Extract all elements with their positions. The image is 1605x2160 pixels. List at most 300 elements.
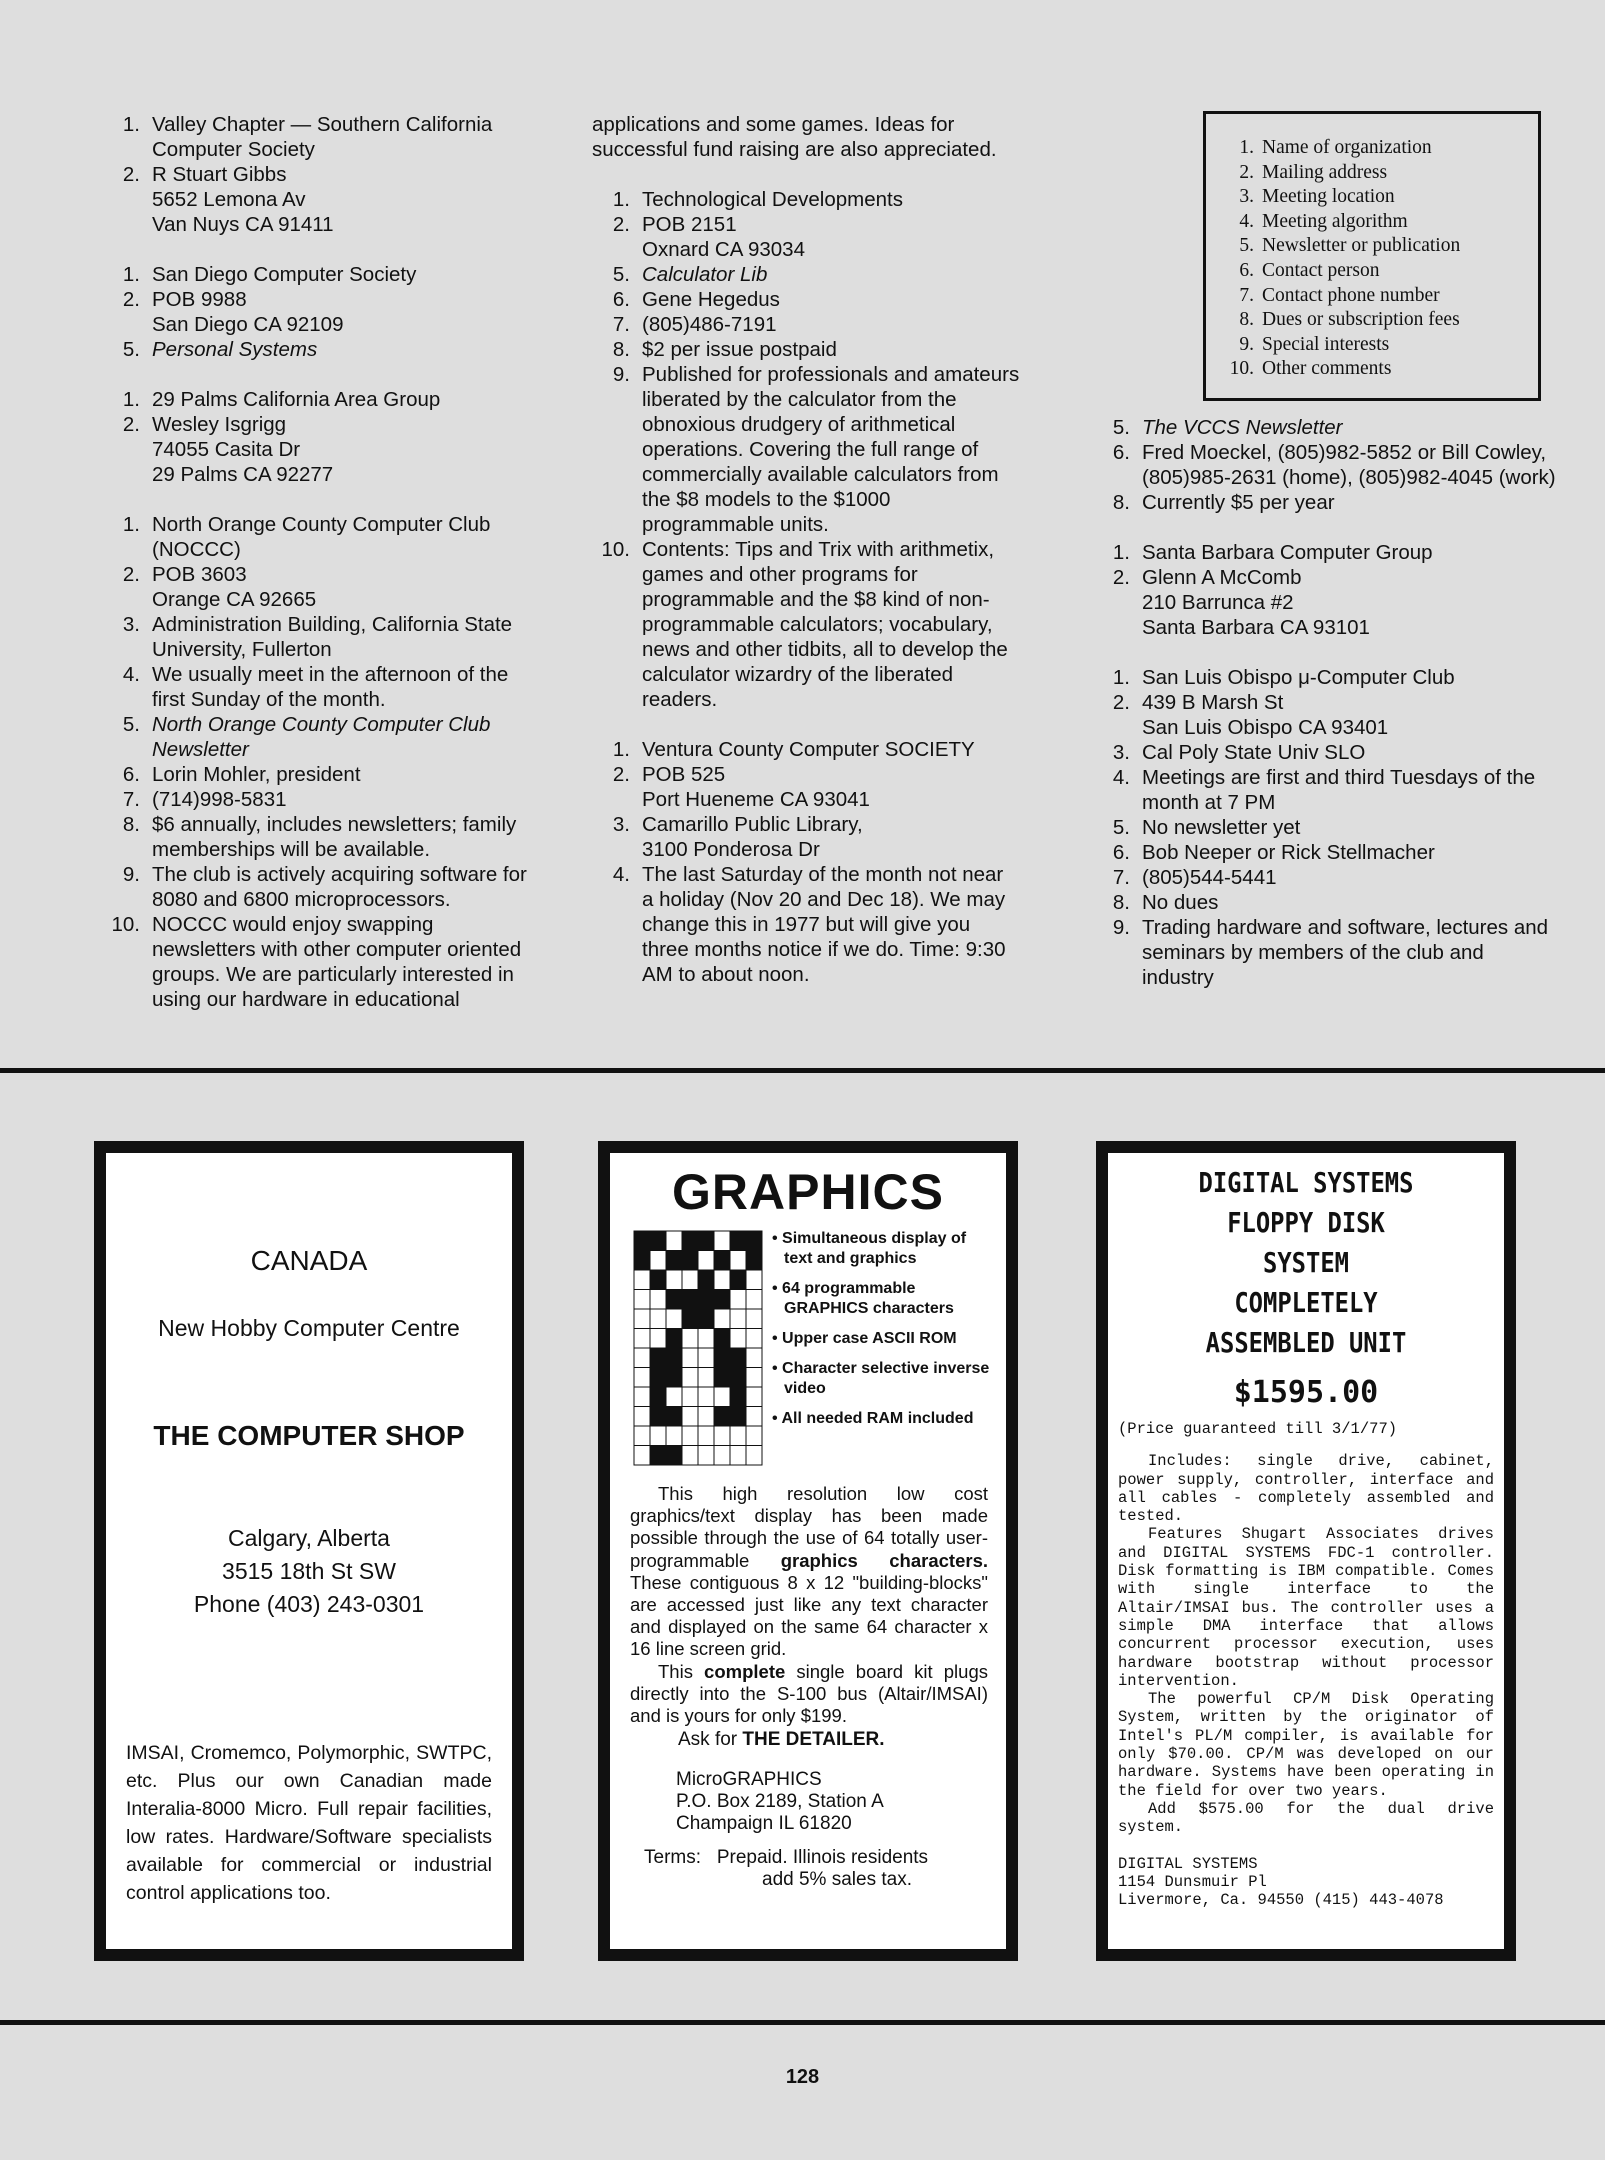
grid-cell bbox=[682, 1426, 698, 1446]
grid-cell bbox=[634, 1251, 650, 1271]
listing-item bbox=[580, 112, 1020, 162]
column-3 bbox=[1080, 415, 1560, 1015]
grid-cell bbox=[698, 1387, 714, 1407]
grid-cell bbox=[634, 1329, 650, 1349]
grid-cell bbox=[746, 1446, 762, 1466]
item-number: 2. bbox=[612, 763, 630, 786]
listing-item bbox=[1080, 690, 1560, 740]
grid-cell bbox=[650, 1426, 666, 1446]
grid-cell bbox=[714, 1231, 730, 1251]
grid-cell bbox=[730, 1426, 746, 1446]
item-number: 1. bbox=[612, 188, 630, 211]
item-number: 7. bbox=[612, 313, 630, 336]
item-number: 2. bbox=[122, 163, 140, 186]
item-number: 4. bbox=[1112, 766, 1130, 789]
listing-entry bbox=[1080, 415, 1560, 515]
legend-text: Meeting location bbox=[1262, 186, 1395, 208]
grid-cell bbox=[634, 1290, 650, 1310]
listing-item bbox=[1080, 415, 1560, 440]
item-text: $2 per issue postpaid bbox=[642, 338, 837, 361]
item-text: Meetings are first and third Tuesdays of the month at 7 PM bbox=[1142, 766, 1536, 814]
item-text: The club is actively acquiring software for 8080 and 6800 microprocessors. bbox=[152, 863, 527, 911]
listing-item bbox=[1080, 840, 1560, 865]
grid-cell bbox=[698, 1446, 714, 1466]
grid-cell bbox=[746, 1251, 762, 1271]
bullet-text: All needed RAM included bbox=[781, 1410, 974, 1427]
item-number: 4. bbox=[122, 663, 140, 686]
item-number: 1. bbox=[1112, 666, 1130, 689]
grid-cell bbox=[666, 1270, 682, 1290]
legend-item bbox=[1206, 357, 1538, 382]
item-text: Calculator Lib bbox=[642, 263, 768, 286]
listing-item bbox=[1080, 490, 1560, 515]
legend-item bbox=[1206, 234, 1538, 259]
grid-cell bbox=[634, 1446, 650, 1466]
grid-cell bbox=[650, 1290, 666, 1310]
listing-item bbox=[1080, 540, 1560, 565]
item-text: The VCCS Newsletter bbox=[1142, 416, 1343, 439]
legend-item bbox=[1206, 333, 1538, 358]
item-text: 439 B Marsh St San Luis Obispo CA 93401 bbox=[1142, 691, 1389, 739]
address-3: Livermore, Ca. 94550 (415) 443-4078 bbox=[1118, 1891, 1444, 1910]
listing-item bbox=[90, 762, 530, 787]
item-text: Valley Chapter — Southern California Computer Society bbox=[152, 113, 493, 161]
item-text: San Luis Obispo μ-Computer Club bbox=[1142, 666, 1455, 689]
legend-text: Name of organization bbox=[1262, 137, 1432, 158]
item-text: Bob Neeper or Rick Stellmacher bbox=[1142, 841, 1435, 864]
grid-cell bbox=[650, 1231, 666, 1251]
item-text: Camarillo Public Library, 3100 Ponderosa Dr bbox=[642, 813, 863, 861]
grid-cell bbox=[714, 1446, 730, 1466]
grid-cell bbox=[730, 1309, 746, 1329]
grid-cell bbox=[634, 1231, 650, 1251]
grid-cell bbox=[650, 1270, 666, 1290]
listing-entry bbox=[580, 187, 1020, 712]
grid-cell bbox=[650, 1251, 666, 1271]
listing-item bbox=[90, 337, 530, 362]
bullet-text: Simultaneous display of text and graphics bbox=[782, 1230, 967, 1267]
item-number: 9. bbox=[122, 863, 140, 886]
legend-item bbox=[1206, 210, 1538, 235]
grid-cell bbox=[698, 1231, 714, 1251]
listing-item bbox=[90, 412, 530, 487]
grid-cell bbox=[730, 1270, 746, 1290]
terms-line-1: Terms: Prepaid. Illinois residents bbox=[644, 1847, 929, 1869]
grid-cell bbox=[682, 1309, 698, 1329]
listing-item bbox=[90, 787, 530, 812]
p1-bold: graphics characters. bbox=[780, 1549, 988, 1571]
item-number: 8. bbox=[612, 338, 630, 361]
legend-number: 10. bbox=[1229, 358, 1254, 380]
grid-cell bbox=[682, 1348, 698, 1368]
item-text: Lorin Mohler, president bbox=[152, 763, 361, 786]
listing-item bbox=[90, 862, 530, 912]
page-number: 128 bbox=[785, 2066, 820, 2088]
listing-item bbox=[1080, 440, 1560, 490]
listing-item bbox=[90, 662, 530, 712]
grid-cell bbox=[714, 1426, 730, 1446]
grid-cell bbox=[666, 1231, 682, 1251]
ad-graphics bbox=[598, 1141, 1018, 1961]
listing-item bbox=[90, 912, 530, 1012]
item-text: No newsletter yet bbox=[1142, 816, 1301, 839]
legend-number: 2. bbox=[1239, 161, 1254, 183]
grid-cell bbox=[650, 1368, 666, 1388]
ad-digital-systems bbox=[1096, 1141, 1516, 1961]
address-2: 1154 Dunsmuir Pl bbox=[1118, 1872, 1267, 1891]
address-1: DIGITAL SYSTEMS bbox=[1118, 1854, 1258, 1873]
character-grid-graphic bbox=[632, 1229, 764, 1469]
ad-computer-shop bbox=[94, 1141, 524, 1961]
item-text: Fred Moeckel, (805)982-5852 or Bill Cowley, (805)985-2631 (home), (805)982-4045 (work) bbox=[1142, 441, 1556, 489]
legend-text: Contact person bbox=[1262, 259, 1380, 281]
listing-item bbox=[580, 312, 1020, 337]
divider-bottom bbox=[0, 2020, 1605, 2025]
grid-cell bbox=[698, 1270, 714, 1290]
legend-text: Special interests bbox=[1262, 333, 1390, 355]
item-text: R Stuart Gibbs 5652 Lemona Av Van Nuys CA 91411 bbox=[152, 163, 334, 236]
listing-item bbox=[1080, 915, 1560, 990]
listing-item bbox=[1080, 765, 1560, 815]
grid-cell bbox=[682, 1251, 698, 1271]
grid-cell bbox=[714, 1387, 730, 1407]
item-number: 5. bbox=[612, 263, 630, 286]
item-number: 10. bbox=[601, 538, 630, 561]
listing-entry bbox=[1080, 540, 1560, 640]
item-number: 9. bbox=[612, 363, 630, 386]
grid-cell bbox=[650, 1348, 666, 1368]
item-number: 5. bbox=[1112, 416, 1130, 439]
column-2 bbox=[580, 112, 1020, 1012]
grid-cell bbox=[650, 1387, 666, 1407]
ad-paragraph-1 bbox=[630, 1483, 988, 1661]
listing-item bbox=[580, 812, 1020, 862]
grid-cell bbox=[698, 1368, 714, 1388]
legend-number: 6. bbox=[1239, 259, 1254, 281]
item-number: 7. bbox=[122, 788, 140, 811]
ask-text: Ask for bbox=[678, 1729, 743, 1751]
listing-entry bbox=[90, 512, 530, 1012]
divider-top bbox=[0, 1068, 1605, 1073]
p2-rest: single board kit plugs directly into the S-100 bus (Altair/IMSAI) and is yours for only $199. bbox=[630, 1660, 988, 1727]
legend-number: 1. bbox=[1239, 137, 1254, 158]
ad-body: IMSAI, Cromemco, Polymorphic, SWTPC, etc. Plus our own Canadian made Interalia-8000 Micro. Full repair facilities, low rates. Hardware/Software specialists available for commercial or industrial control applications too. bbox=[126, 1742, 492, 1904]
item-text: Contents: Tips and Trix with arithmetix, games and other programs for programmable and the $8 kind of non-programmable calculators; vocabulary, news and other tidbits, all to develop the calculator wizardry of the liberated readers. bbox=[642, 538, 1008, 711]
grid-cell bbox=[650, 1446, 666, 1466]
listing-item bbox=[90, 562, 530, 612]
item-number: 10. bbox=[111, 913, 140, 936]
legend-text: Mailing address bbox=[1262, 161, 1388, 183]
grid-cell bbox=[666, 1426, 682, 1446]
title-line-1: DIGITAL SYSTEMS bbox=[1198, 1166, 1414, 1199]
grid-cell bbox=[698, 1309, 714, 1329]
listing-item bbox=[90, 162, 530, 237]
feature-bullet bbox=[772, 1329, 992, 1349]
item-text: Glenn A McComb 210 Barrunca #2 Santa Barbara CA 93101 bbox=[1142, 566, 1370, 639]
item-text: $6 annually, includes newsletters; family memberships will be available. bbox=[152, 813, 517, 861]
grid-cell bbox=[666, 1387, 682, 1407]
terms-line-2: add 5% sales tax. bbox=[762, 1869, 912, 1891]
item-number: 7. bbox=[1112, 866, 1130, 889]
grid-cell bbox=[650, 1407, 666, 1427]
legend-item bbox=[1206, 161, 1538, 186]
grid-cell bbox=[714, 1290, 730, 1310]
item-number: 2. bbox=[1112, 566, 1130, 589]
grid-cell bbox=[682, 1387, 698, 1407]
grid-cell bbox=[730, 1387, 746, 1407]
legend-text: Newsletter or publication bbox=[1262, 235, 1461, 257]
legend-item bbox=[1206, 308, 1538, 333]
legend-box bbox=[1203, 111, 1541, 401]
item-number: 5. bbox=[1112, 816, 1130, 839]
grid-cell bbox=[714, 1368, 730, 1388]
listing-item bbox=[580, 287, 1020, 312]
grid-cell bbox=[682, 1407, 698, 1427]
item-number: 6. bbox=[1112, 841, 1130, 864]
listing-item bbox=[1080, 890, 1560, 915]
desc-p1: Includes: single drive, cabinet, power supply, controller, interface and all cables - completely assembled and tested. bbox=[1118, 1452, 1494, 1526]
item-text: North Orange County Computer Club (NOCCC) bbox=[152, 513, 491, 561]
item-text: NOCCC would enjoy swapping newsletters with other computer oriented groups. We are particularly interested in using our hardware in educational bbox=[152, 913, 522, 1011]
grid-cell bbox=[634, 1348, 650, 1368]
grid-cell bbox=[746, 1270, 762, 1290]
grid-cell bbox=[730, 1251, 746, 1271]
p2-text: This bbox=[658, 1660, 705, 1682]
legend-text: Contact phone number bbox=[1262, 284, 1440, 306]
feature-bullet bbox=[772, 1229, 992, 1269]
listing-item bbox=[580, 737, 1020, 762]
grid-cell bbox=[698, 1251, 714, 1271]
listing-entry bbox=[580, 737, 1020, 987]
company-name: MicroGRAPHICS bbox=[676, 1769, 822, 1791]
item-text: Gene Hegedus bbox=[642, 288, 780, 311]
company-pobox: P.O. Box 2189, Station A bbox=[676, 1791, 884, 1813]
legend-number: 7. bbox=[1239, 284, 1254, 306]
grid-cell bbox=[634, 1270, 650, 1290]
item-text: Cal Poly State Univ SLO bbox=[1142, 741, 1366, 764]
grid-cell bbox=[746, 1290, 762, 1310]
bullet-text: Upper case ASCII ROM bbox=[782, 1330, 957, 1347]
shop-address: 3515 18th St SW bbox=[222, 1558, 396, 1584]
grid-cell bbox=[698, 1348, 714, 1368]
grid-cell bbox=[698, 1426, 714, 1446]
item-number: 1. bbox=[122, 263, 140, 286]
desc-p2: Features Shugart Associates drives and DIGITAL SYSTEMS FDC-1 controller. Disk formatting is IBM compatible. Comes with single interface to the Altair/IMSAI bus. The controller uses a simple DMA interface that allows concurrent processor execution, uses hardware bootstrap without processor intervention. bbox=[1118, 1525, 1494, 1690]
listing-entry bbox=[90, 112, 530, 237]
item-text: Santa Barbara Computer Group bbox=[1142, 541, 1433, 564]
grid-cell bbox=[730, 1231, 746, 1251]
grid-cell bbox=[634, 1309, 650, 1329]
listing-item bbox=[580, 212, 1020, 262]
listing-item bbox=[1080, 565, 1560, 640]
grid-cell bbox=[746, 1407, 762, 1427]
grid-cell bbox=[682, 1270, 698, 1290]
item-text: POB 2151 Oxnard CA 93034 bbox=[642, 213, 805, 261]
item-text: Wesley Isgrigg 74055 Casita Dr 29 Palms CA 92277 bbox=[152, 413, 334, 486]
bullet-icon: • bbox=[772, 1330, 783, 1347]
grid-cell bbox=[682, 1446, 698, 1466]
listing-entry bbox=[1080, 665, 1560, 990]
legend-item bbox=[1206, 284, 1538, 309]
item-text: (805)486-7191 bbox=[642, 313, 777, 336]
grid-cell bbox=[666, 1407, 682, 1427]
grid-cell bbox=[666, 1290, 682, 1310]
item-number: 6. bbox=[612, 288, 630, 311]
item-number: 3. bbox=[122, 613, 140, 636]
item-number bbox=[580, 112, 592, 162]
item-text: Personal Systems bbox=[152, 338, 318, 361]
legend-number: 5. bbox=[1239, 235, 1254, 257]
bullet-icon: • bbox=[772, 1410, 782, 1427]
item-number: 2. bbox=[122, 288, 140, 311]
grid-cell bbox=[634, 1387, 650, 1407]
item-number: 9. bbox=[1112, 916, 1130, 939]
item-text: We usually meet in the afternoon of the first Sunday of the month. bbox=[152, 663, 509, 711]
grid-cell bbox=[682, 1231, 698, 1251]
legend-item bbox=[1206, 185, 1538, 210]
grid-cell bbox=[730, 1348, 746, 1368]
item-text: POB 525 Port Hueneme CA 93041 bbox=[642, 763, 870, 811]
item-text: 29 Palms California Area Group bbox=[152, 388, 441, 411]
item-text: Ventura County Computer SOCIETY bbox=[642, 738, 975, 761]
item-number: 5. bbox=[122, 713, 140, 736]
listing-item bbox=[1080, 740, 1560, 765]
listing-entry bbox=[90, 387, 530, 487]
item-text: Currently $5 per year bbox=[1142, 491, 1335, 514]
p1-text: This high resolution low cost graphics/text display has been made possible through the use of 64 totally user-programmable bbox=[630, 1483, 988, 1571]
legend-text: Dues or subscription fees bbox=[1262, 309, 1460, 331]
title-line-3: SYSTEM bbox=[1263, 1246, 1349, 1279]
item-text: (714)998-5831 bbox=[152, 788, 287, 811]
title-line-4: COMPLETELY bbox=[1234, 1286, 1378, 1319]
listing-item bbox=[90, 512, 530, 562]
item-number: 2. bbox=[612, 213, 630, 236]
item-number: 2. bbox=[1112, 691, 1130, 714]
legend-text: Meeting algorithm bbox=[1262, 210, 1408, 232]
grid-cell bbox=[634, 1368, 650, 1388]
grid-cell bbox=[746, 1348, 762, 1368]
feature-bullet bbox=[772, 1359, 992, 1399]
feature-list bbox=[772, 1229, 992, 1469]
item-text: No dues bbox=[1142, 891, 1219, 914]
desc-p3: The powerful CP/M Disk Operating System, written by the originator of Intel's PL/M compiler, is available for only $70.00. CP/M was developed on our hardware. Systems have been operating in the field for over two years. bbox=[1118, 1690, 1494, 1800]
shop-city: Calgary, Alberta bbox=[228, 1525, 390, 1551]
desc-p4: Add $575.00 for the dual drive system. bbox=[1118, 1799, 1494, 1837]
item-text: Published for professionals and amateurs liberated by the calculator from the obnoxious drudgery of arithmetical operations. Covering the full range of commercially available calculators from the $8 models to the $1000 programmable units. bbox=[642, 363, 1020, 536]
listing-item bbox=[90, 387, 530, 412]
bullet-icon: • bbox=[772, 1280, 783, 1297]
item-number: 6. bbox=[1112, 441, 1130, 464]
legend-item bbox=[1206, 136, 1538, 161]
listing-item bbox=[580, 362, 1020, 537]
grid-cell bbox=[650, 1309, 666, 1329]
item-text: The last Saturday of the month not near a holiday (Nov 20 and Dec 18). We may change this in 1977 but will give you three months notice if we do. Time: 9:30 AM to about noon. bbox=[642, 863, 1006, 986]
grid-cell bbox=[746, 1426, 762, 1446]
grid-cell bbox=[730, 1368, 746, 1388]
grid-cell bbox=[746, 1387, 762, 1407]
legend-item bbox=[1206, 259, 1538, 284]
grid-cell bbox=[666, 1368, 682, 1388]
grid-cell bbox=[666, 1329, 682, 1349]
grid-cell bbox=[634, 1407, 650, 1427]
item-number: 8. bbox=[122, 813, 140, 836]
grid-cell bbox=[666, 1251, 682, 1271]
grid-cell bbox=[698, 1290, 714, 1310]
listing-item bbox=[90, 287, 530, 337]
feature-bullet bbox=[772, 1409, 992, 1429]
legend-number: 9. bbox=[1239, 333, 1254, 355]
item-number: 1. bbox=[122, 113, 140, 136]
grid-cell bbox=[682, 1368, 698, 1388]
grid-cell bbox=[714, 1348, 730, 1368]
listing-item bbox=[1080, 865, 1560, 890]
item-number: 1. bbox=[612, 738, 630, 761]
item-text: Trading hardware and software, lectures and seminars by members of the club and industry bbox=[1142, 916, 1549, 989]
listing-item bbox=[580, 262, 1020, 287]
item-number: 2. bbox=[122, 563, 140, 586]
listing-item bbox=[1080, 815, 1560, 840]
listing-item bbox=[580, 537, 1020, 712]
bullet-text: Character selective inverse video bbox=[782, 1360, 990, 1397]
ask-bold: THE DETAILER. bbox=[742, 1729, 885, 1751]
grid-cell bbox=[730, 1329, 746, 1349]
shop-name: THE COMPUTER SHOP bbox=[153, 1420, 465, 1451]
legend-number: 3. bbox=[1239, 186, 1254, 208]
p2-bold: complete bbox=[704, 1660, 786, 1682]
grid-cell bbox=[634, 1426, 650, 1446]
item-number: 6. bbox=[122, 763, 140, 786]
ad-paragraph-2 bbox=[630, 1661, 988, 1728]
grid-cell bbox=[730, 1407, 746, 1427]
item-text: POB 3603 Orange CA 92665 bbox=[152, 563, 317, 611]
listing-item bbox=[580, 337, 1020, 362]
item-text: North Orange County Computer Club Newsletter bbox=[152, 713, 491, 761]
grid-cell bbox=[730, 1290, 746, 1310]
grid-cell bbox=[666, 1446, 682, 1466]
feature-bullet bbox=[772, 1279, 992, 1319]
price: $1595.00 bbox=[1233, 1375, 1379, 1410]
grid-cell bbox=[714, 1251, 730, 1271]
listing-item bbox=[90, 712, 530, 762]
item-text: (805)544-5441 bbox=[1142, 866, 1277, 889]
grid-cell bbox=[698, 1407, 714, 1427]
p1-rest: These contiguous 8 x 12 "building-blocks" are accessed just like any text character and displayed on the same 64 character x 16 line screen grid. bbox=[630, 1571, 988, 1660]
guarantee: (Price guaranteed till 3/1/77) bbox=[1118, 1420, 1398, 1438]
company-city: Champaign IL 61820 bbox=[676, 1813, 852, 1835]
item-number: 1. bbox=[1112, 541, 1130, 564]
legend-number: 8. bbox=[1239, 309, 1254, 331]
grid-cell bbox=[666, 1309, 682, 1329]
grid-cell bbox=[746, 1309, 762, 1329]
listing-item bbox=[90, 262, 530, 287]
title-line-5: ASSEMBLED UNIT bbox=[1205, 1326, 1407, 1359]
grid-cell bbox=[714, 1407, 730, 1427]
item-number: 4. bbox=[612, 863, 630, 886]
grid-cell bbox=[746, 1368, 762, 1388]
item-number: 8. bbox=[1112, 891, 1130, 914]
ask-line bbox=[678, 1729, 1006, 1751]
legend-number: 4. bbox=[1239, 210, 1254, 232]
item-text: POB 9988 San Diego CA 92109 bbox=[152, 288, 344, 336]
item-number: 3. bbox=[1112, 741, 1130, 764]
listing-item bbox=[90, 612, 530, 662]
bullet-text: 64 programmable GRAPHICS characters bbox=[782, 1280, 954, 1317]
grid-cell bbox=[714, 1270, 730, 1290]
listing-item bbox=[90, 112, 530, 162]
listing-entry bbox=[580, 112, 1020, 162]
grid-cell bbox=[730, 1446, 746, 1466]
listing-item bbox=[580, 187, 1020, 212]
